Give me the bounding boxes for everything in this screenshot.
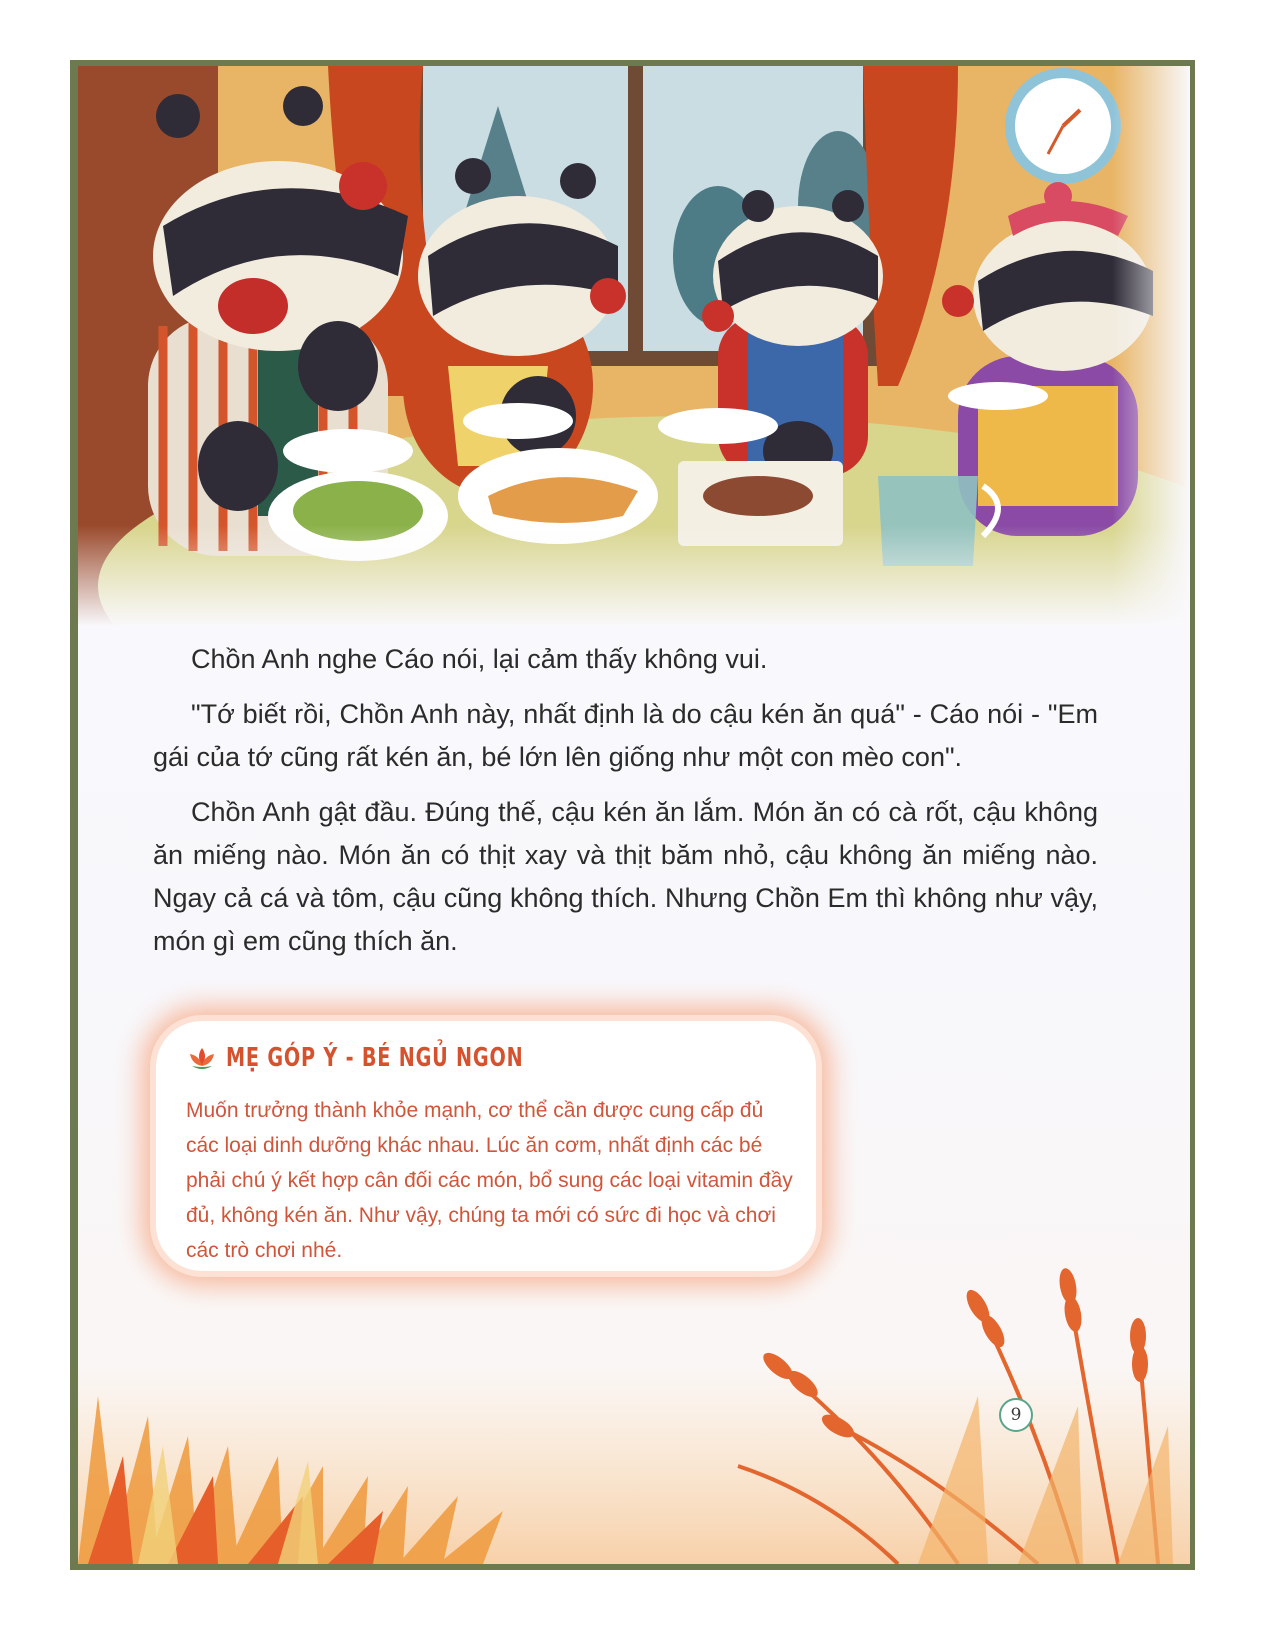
tip-title: MẸ GÓP Ý - BÉ NGỦ NGON	[226, 1043, 524, 1073]
tip-header	[188, 1043, 589, 1073]
book-page	[78, 66, 1190, 1564]
story-paragraph: Chồn Anh gật đầu. Đúng thế, cậu kén ăn lắm. Món ăn có cà rốt, cậu không ăn miếng nào. Món ăn có thịt xay và thịt băm nhỏ, cậu không ăn miếng nào. Ngay cả cá và tôm, cậu cũng không thích. Nhưng Chồn Em thì không như vậy, món gì em cũng thích ăn.	[153, 797, 1098, 956]
story-text	[153, 638, 1098, 975]
family-dinner-illustration	[78, 66, 1190, 626]
parent-tip-box	[156, 1021, 816, 1271]
tip-text: Muốn trưởng thành khỏe mạnh, cơ thể cần được cung cấp đủ các loại dinh dưỡng khác nhau. Lúc ăn cơm, nhất định các bé phải chú ý kết hợp cân đối các món, bổ sung các loại vitamin đầy đủ, không kén ăn. Như vậy, chúng ta mới có sức đi học và chơi các trò chơi nhé.	[186, 1099, 793, 1262]
page-number: 9	[999, 1398, 1033, 1432]
lotus-icon	[188, 1046, 216, 1070]
story-paragraph: "Tớ biết rồi, Chồn Anh này, nhất định là do cậu kén ăn quá" - Cáo nói - "Em gái của tớ cũng rất kén ăn, bé lớn lên giống như một con mèo con".	[153, 699, 1098, 772]
story-paragraph: Chồn Anh nghe Cáo nói, lại cảm thấy không vui.	[191, 644, 768, 674]
